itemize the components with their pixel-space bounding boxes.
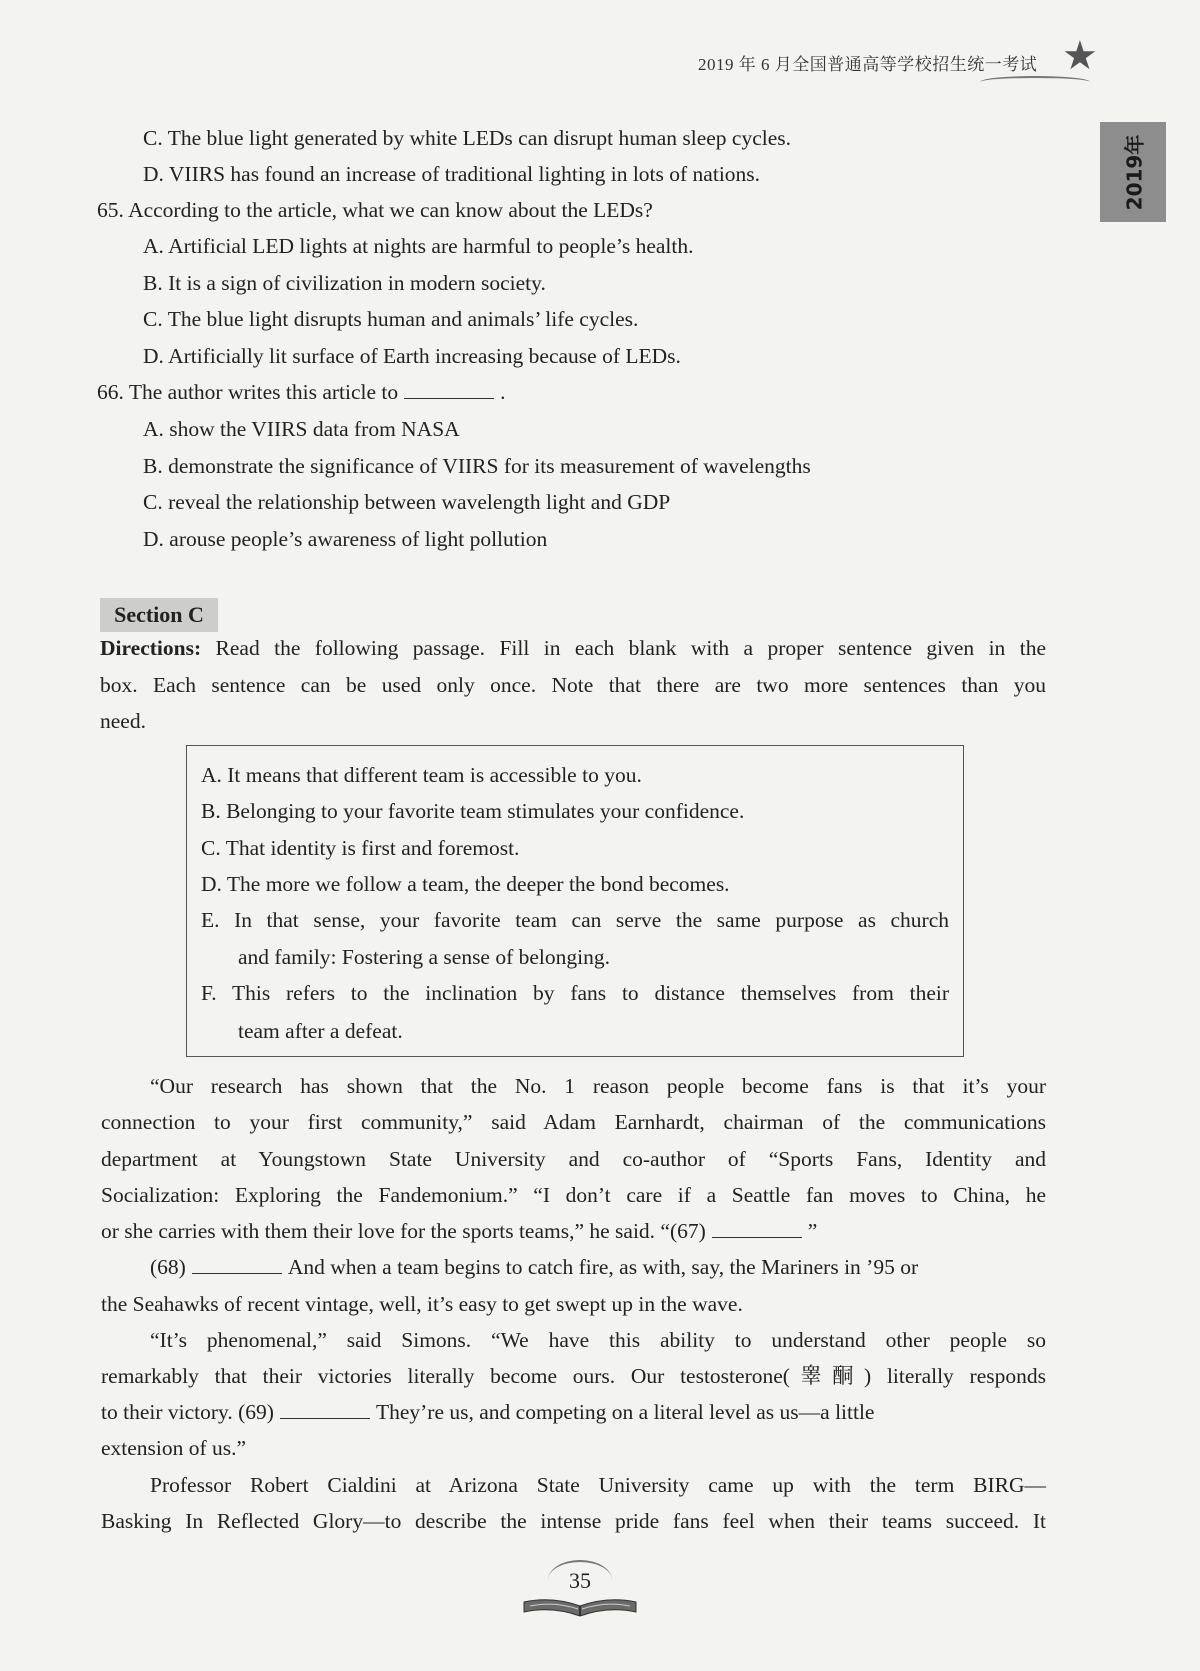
box-option-c: C. That identity is first and foremost. [201, 836, 520, 860]
passage-p3-line-2: remarkably that their victories literally become ours. Our testosterone(睾酮) literally responds [101, 1364, 1046, 1388]
box-option-d: D. The more we follow a team, the deeper the bond becomes. [201, 872, 730, 896]
box-option-f-line-2: team after a defeat. [238, 1019, 403, 1043]
blank-68-number: (68) [150, 1255, 186, 1279]
answer-blank [404, 378, 494, 399]
passage-p3-line-3-text: They’re us, and competing on a literal level as us—a little [375, 1400, 875, 1424]
q66-stem [97, 374, 506, 410]
q66-stem-end: . [500, 380, 506, 404]
box-option-a: A. It means that different team is accessible to you. [201, 763, 642, 787]
passage-p4-line-2: Basking In Reflected Glory—to describe the intense pride fans feel when their teams succeed. It [101, 1509, 1046, 1533]
directions-label: Directions: [100, 636, 202, 660]
passage-p1-line-5-text: or she carries with them their love for the sports teams,” he said. “(67) [101, 1219, 706, 1243]
passage-p4-line-1: Professor Robert Cialdini at Arizona State University came up with the term BIRG— [150, 1473, 1046, 1497]
passage-p2-line-2: the Seahawks of recent vintage, well, it’s easy to get swept up in the wave. [101, 1292, 743, 1316]
q64-option-c: C. The blue light generated by white LEDs can disrupt human sleep cycles. [143, 126, 792, 150]
box-option-e-line-2: and family: Fostering a sense of belonging. [238, 945, 610, 969]
q65-option-a: A. Artificial LED lights at nights are harmful to people’s health. [143, 234, 694, 258]
answer-blank-67 [712, 1217, 802, 1238]
page-number-ornament [520, 1560, 640, 1640]
q66-option-b: B. demonstrate the significance of VIIRS for its measurement of wavelengths [143, 454, 811, 478]
header-swoosh-decoration [980, 76, 1090, 88]
directions-line-3: need. [100, 709, 146, 733]
open-book-icon [520, 1596, 640, 1618]
q66-stem-text: 66. The author writes this article to [97, 380, 399, 404]
passage-p2-line-1 [150, 1249, 1046, 1285]
passage-p1-line-5 [101, 1213, 817, 1249]
box-option-f-line-1: F. This refers to the inclination by fans to distance themselves from their [201, 981, 949, 1005]
q65-option-c: C. The blue light disrupts human and animals’ life cycles. [143, 307, 639, 331]
answer-blank-68 [192, 1253, 282, 1274]
passage-p1-line-3: department at Youngstown State University and co-author of “Sports Fans, Identity and [101, 1147, 1046, 1171]
page-number: 35 [548, 1560, 612, 1600]
q66-option-c: C. reveal the relationship between wavelength light and GDP [143, 490, 671, 514]
passage-p1-line-1: “Our research has shown that the No. 1 reason people become fans is that it’s your [150, 1074, 1046, 1098]
section-c-heading: Section C [100, 598, 218, 632]
directions-line-1 [100, 630, 1046, 666]
year-tab-label: 2019年 [1122, 134, 1147, 210]
directions-text: Read the following passage. Fill in each blank with a proper sentence given in the [201, 636, 1046, 660]
passage-p1-line-5-end: ” [807, 1219, 818, 1243]
passage-p3-line-3-start: to their victory. (69) [101, 1400, 274, 1424]
directions-line-2: box. Each sentence can be used only once. Note that there are two more sentences than you [100, 673, 1046, 697]
star-icon: ★ [1062, 33, 1098, 78]
q66-option-a: A. show the VIIRS data from NASA [143, 417, 460, 441]
box-option-e-line-1: E. In that sense, your favorite team can serve the same purpose as church [201, 908, 949, 932]
passage-p3-line-1: “It’s phenomenal,” said Simons. “We have this ability to understand other people so [150, 1328, 1046, 1352]
passage-p2-line-1-text: And when a team begins to catch fire, as with, say, the Mariners in ’95 or [287, 1255, 919, 1279]
q65-option-d: D. Artificially lit surface of Earth increasing because of LEDs. [143, 344, 681, 368]
q64-option-d: D. VIIRS has found an increase of traditional lighting in lots of nations. [143, 162, 761, 186]
box-option-b: B. Belonging to your favorite team stimulates your confidence. [201, 799, 745, 823]
header-title: 2019 年 6 月全国普通高等学校招生统一考试 [698, 55, 1038, 74]
q66-option-d: D. arouse people’s awareness of light pollution [143, 527, 548, 551]
passage-p3-line-4: extension of us.” [101, 1436, 247, 1460]
passage-p1-line-4: Socialization: Exploring the Fandemonium.” “I don’t care if a Seattle fan moves to China, he [101, 1183, 1046, 1207]
passage-p1-line-2: connection to your first community,” said Adam Earnhardt, chairman of the communications [101, 1110, 1046, 1134]
q65-option-b: B. It is a sign of civilization in modern society. [143, 271, 546, 295]
passage-p3-line-3 [101, 1394, 874, 1430]
year-tab [1100, 122, 1166, 222]
q65-stem: 65. According to the article, what we can know about the LEDs? [97, 198, 653, 222]
answer-blank-69 [280, 1398, 370, 1419]
